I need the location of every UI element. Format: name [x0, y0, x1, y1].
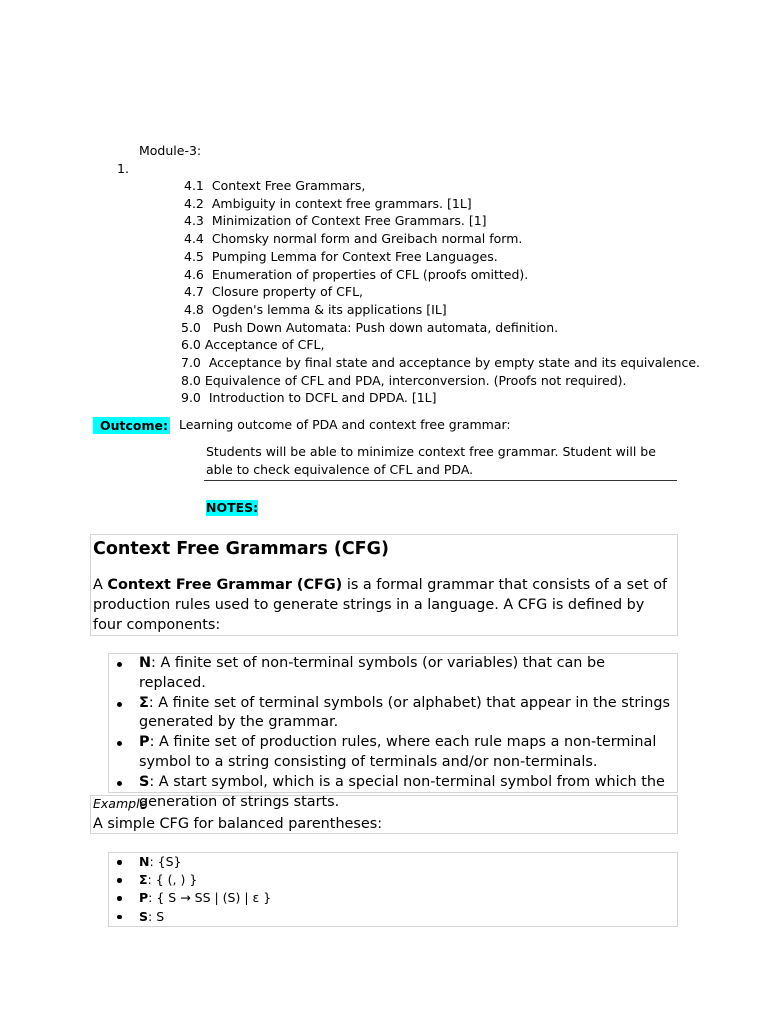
topic-item [181, 336, 700, 354]
topic-number: 4.5 [184, 248, 204, 264]
component-desc: : A finite set of non-terminal symbols (or variables) that can be replaced. [139, 655, 605, 691]
topic-text: Acceptance by final state and acceptance by empty state and its equivalence. [208, 355, 701, 371]
topic-text: Minimization of Context Free Grammars. [1] [211, 213, 487, 229]
example-symbol: P [139, 890, 149, 906]
topic-number: 4.1 [184, 178, 204, 193]
topic-number: 4.3 [184, 213, 204, 229]
topic-number: 4.8 [184, 301, 204, 317]
component-symbol: Σ [139, 694, 149, 711]
components-list [117, 654, 672, 812]
notes-label: NOTES: [206, 500, 259, 515]
example-desc: : S [148, 908, 165, 924]
topic-text: Context Free Grammars, [211, 178, 366, 193]
example-intro: A simple CFG for balanced parentheses: [93, 816, 383, 832]
example-list [117, 853, 271, 926]
outcome-detail: Students will be able to minimize context free grammar. Student will be able to check equivalence of CFL and PDA. [206, 444, 656, 477]
topic-item [181, 354, 700, 372]
example-symbol: Σ [139, 872, 148, 888]
topic-number: 4.2 [184, 195, 204, 211]
list-item [117, 871, 271, 889]
example-label: Example [93, 796, 148, 811]
topic-item [181, 372, 700, 390]
outcome-text: Learning outcome of PDA and context free grammar: [179, 417, 511, 432]
topic-text: Closure property of CFL, [211, 284, 364, 300]
component-symbol: P [139, 734, 150, 751]
component-symbol: N [139, 655, 152, 671]
example-desc: : {S} [149, 854, 182, 869]
topic-number: 7.0 [181, 355, 201, 371]
topic-item [181, 195, 700, 213]
component-symbol: S [139, 773, 150, 790]
topic-item [181, 266, 700, 284]
topic-text: Chomsky normal form and Greibach normal form. [211, 231, 523, 247]
list-item [117, 733, 672, 773]
topic-number: 4.4 [184, 231, 204, 247]
section-heading: Context Free Grammars (CFG) [93, 539, 389, 559]
example-symbol: S [139, 908, 149, 924]
module-title: Module-3: [139, 143, 202, 158]
topic-item [181, 212, 700, 230]
cfg-intro-paragraph [93, 576, 673, 635]
topic-number: 6.0 [181, 337, 201, 353]
topic-number: 9.0 [181, 390, 201, 406]
example-symbol: N [139, 854, 150, 869]
list-item-number: 1. [117, 161, 129, 176]
intro-rest: is a formal grammar that consists of a set of production rules used to generate strings in a language. A CFG is defined by four components: [93, 577, 668, 633]
topic-number: 8.0 [181, 372, 201, 388]
topic-text: Acceptance of CFL, [204, 337, 325, 353]
topic-number: 4.6 [184, 266, 204, 282]
topic-text: Introduction to DCFL and DPDA. [1L] [208, 390, 437, 406]
example-desc: : { S → SS | (S) | ε } [148, 890, 272, 906]
topic-text: Ambiguity in context free grammars. [1L] [211, 195, 472, 211]
topic-text: Push Down Automata: Push down automata, definition. [212, 319, 559, 335]
topic-text: Enumeration of properties of CFL (proofs omitted). [211, 266, 529, 282]
topic-item [181, 301, 700, 319]
topic-item [181, 389, 700, 407]
topic-item [181, 177, 700, 195]
intro-prefix: A [93, 577, 108, 593]
topic-number: 4.7 [184, 284, 204, 300]
topic-item [181, 248, 700, 266]
intro-term: Context Free Grammar (CFG) [107, 577, 343, 593]
topic-text: Pumping Lemma for Context Free Languages. [211, 248, 498, 264]
outcome-label-text: Outcome: [100, 418, 168, 433]
topic-item [181, 283, 700, 301]
component-desc: : A start symbol, which is a special non-terminal symbol from which the generation of strings starts. [139, 773, 665, 810]
component-desc: : A finite set of terminal symbols (or alphabet) that appear in the strings generated by the grammar. [139, 694, 671, 731]
list-item [117, 889, 271, 907]
list-item [117, 853, 271, 871]
topic-text: Ogden's lemma & its applications [IL] [211, 301, 447, 317]
topic-item [181, 230, 700, 248]
topic-item [181, 319, 700, 337]
topic-text: Equivalence of CFL and PDA, interconversion. (Proofs not required). [204, 372, 627, 388]
list-item [117, 694, 672, 734]
list-item [117, 908, 271, 926]
outcome-label [93, 417, 170, 434]
topic-number: 5.0 [181, 319, 201, 335]
list-item [117, 654, 672, 694]
divider-line [204, 480, 677, 481]
topic-list [181, 177, 700, 407]
component-desc: : A finite set of production rules, where each rule maps a non-terminal symbol to a string consisting of terminals and/or non-terminals. [139, 734, 657, 770]
example-desc: : { (, ) } [147, 872, 198, 888]
